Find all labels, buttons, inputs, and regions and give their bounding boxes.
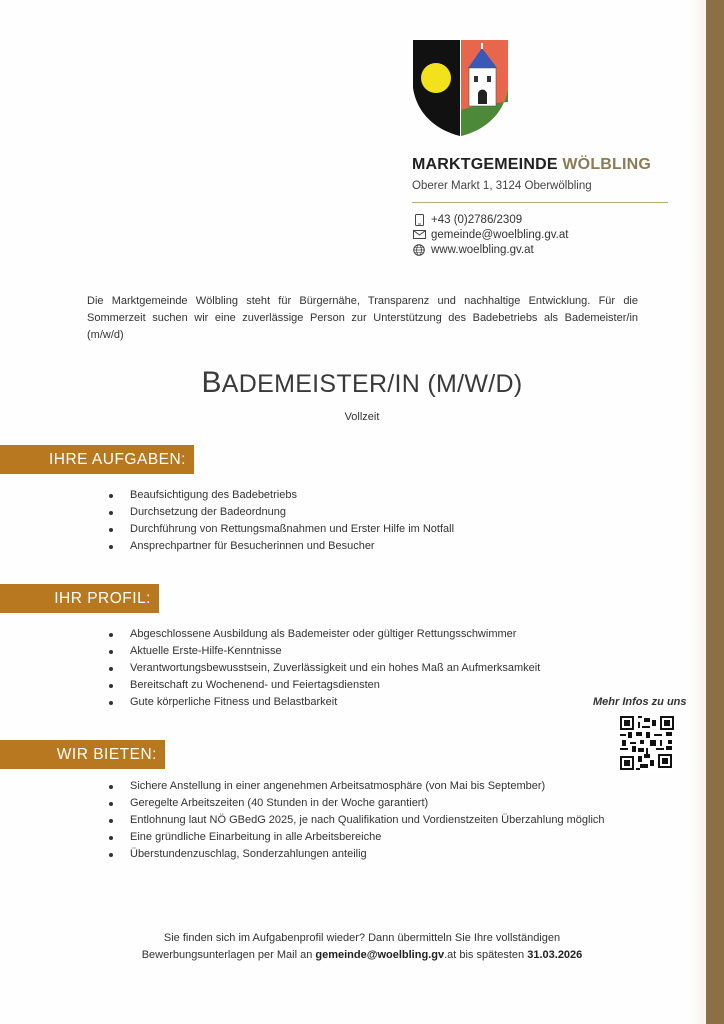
organization-name-main: MARKTGEMEINDE: [412, 156, 558, 173]
list-item: Verantwortungsbewusstsein, Zuverlässigkeit und ein hohes Maß an Aufmerksamkeit: [104, 660, 540, 677]
list-item: Bereitschaft zu Wochenend- und Feiertagsdiensten: [104, 677, 540, 694]
application-email[interactable]: gemeinde@woelbling.gv: [315, 949, 445, 961]
profile-list: [104, 626, 540, 711]
phone-icon: [412, 213, 426, 226]
coat-of-arms-icon: [411, 38, 510, 138]
intro-paragraph: Die Marktgemeinde Wölbling steht für Bürgernähe, Transparenz und nachhaltige Entwicklung. Für die Sommerzeit suchen wir eine zuverlässige Person zur Unterstützung des Badebetriebs als Bademeister/in (m/w/d): [87, 295, 638, 341]
closing-line-2: [0, 947, 724, 964]
closing-text: [0, 930, 724, 964]
divider: [412, 202, 668, 203]
employment-type: Vollzeit: [344, 411, 380, 423]
list-item: Durchführung von Rettungsmaßnahmen und Erster Hilfe im Notfall: [104, 521, 454, 538]
phone-number[interactable]: +43 (0)2786/2309: [431, 213, 523, 226]
website-link[interactable]: www.woelbling.gv.at: [431, 243, 534, 256]
section-heading-profile: IHR PROFIL:: [0, 584, 159, 613]
list-item: Ansprechpartner für Besucherinnen und Besucher: [104, 538, 454, 555]
list-item: Entlohnung laut NÖ GBedG 2025, je nach Qualifikation und Vordienstzeiten Überzahlung möglich: [104, 812, 624, 829]
job-title: [0, 366, 724, 400]
brand-block: [412, 156, 672, 257]
closing-line-2-text: Bewerbungsunterlagen per Mail an: [141, 949, 316, 961]
contact-website: [412, 242, 672, 257]
contact-list: [412, 212, 672, 257]
contact-phone: [412, 212, 672, 227]
tasks-list: [104, 487, 454, 555]
section-heading-offer: WIR BIETEN:: [0, 740, 165, 769]
job-title-initial: B: [201, 366, 222, 399]
list-item: Überstundenzuschlag, Sonderzahlungen anteilig: [104, 846, 624, 863]
email-link[interactable]: gemeinde@woelbling.gv.at: [431, 228, 569, 241]
section-heading-tasks: IHRE AUFGABEN:: [0, 445, 194, 474]
side-shade: [690, 0, 706, 1024]
list-item: Eine gründliche Einarbeitung in alle Arbeitsbereiche: [104, 829, 624, 846]
list-item: Durchsetzung der Badeordnung: [104, 504, 454, 521]
closing-line-2-text-rest: .at bis spätesten: [444, 949, 528, 961]
list-item: Gute körperliche Fitness und Belastbarkeit: [104, 694, 540, 711]
application-deadline: 31.03.2026: [527, 949, 583, 961]
list-item: Aktuelle Erste-Hilfe-Kenntnisse: [104, 643, 540, 660]
contact-email: [412, 227, 672, 242]
mail-icon: [412, 228, 426, 241]
more-info-label: Mehr Infos zu uns: [593, 696, 687, 708]
list-item: Geregelte Arbeitszeiten (40 Stunden in der Woche garantiert): [104, 795, 624, 812]
qr-code-icon[interactable]: [620, 716, 674, 770]
list-item: Sichere Anstellung in einer angenehmen Arbeitsatmosphäre (von Mai bis September): [104, 778, 624, 795]
closing-line-1: Sie finden sich im Aufgabenprofil wieder? Dann übermitteln Sie Ihre vollständigen: [163, 932, 561, 944]
organization-address: Oberer Markt 1, 3124 Oberwölbling: [412, 180, 592, 192]
side-stripe: [706, 0, 724, 1024]
list-item: Beaufsichtigung des Badebetriebs: [104, 487, 454, 504]
offer-list: [104, 778, 624, 863]
organization-name-accent: WÖLBLING: [562, 156, 652, 173]
globe-icon: [412, 243, 426, 256]
organization-name: [412, 156, 672, 174]
job-title-rest: ADEMEISTER/IN (M/W/D): [221, 370, 523, 398]
list-item: Abgeschlossene Ausbildung als Bademeister oder gültiger Rettungsschwimmer: [104, 626, 540, 643]
